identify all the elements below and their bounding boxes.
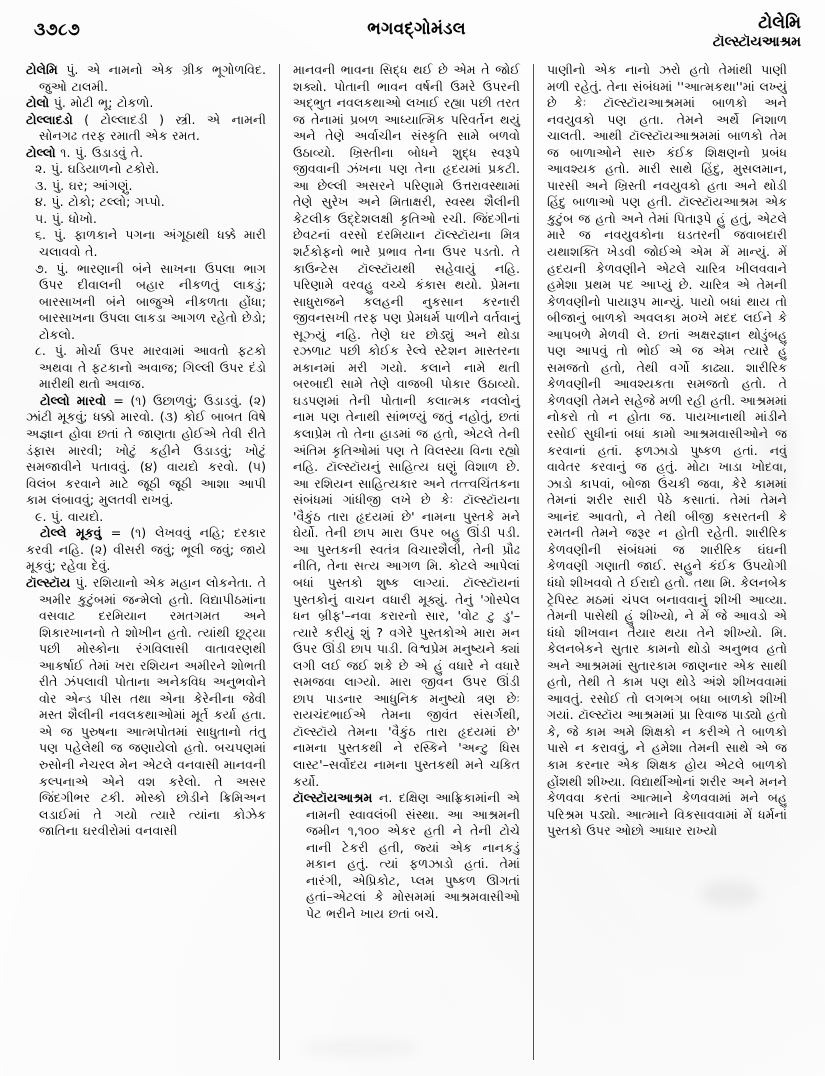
entry-tolladado: ટોલ્લાદડો ( ટોલ્લાદડી ) સ્ત્રી. એ નામની સોનગઢ તરફ રમાતી એક રમત. bbox=[26, 111, 266, 144]
entry-tolstoy-ashram-continued: પાણીનો એક નાનો ઝરો હતો તેમાંથી પાણી મળી રહેતું. તેના સંબંધમાં ''આત્મકથા''માં લખ્યું છે કેઃ ટૉલ્સ્ટૉયઆશ્રમમાં બાળકો અને નવયુવકો પણ હતા. તેમને અર્થે નિશાળ ચાલતી. આથી ટૉલ્સ્ટૉયઆશ્રમમાં બાળકો તેમ જ બાળાઓને સારુ કંઈક શિક્ષણનો પ્રબંધ આવશ્યક હતો. મારી સાથે હિંદુ, મુસલમાન, પારસી અને ખ્રિસ્તી નવયુવકો હતા અને થોડી હિંદુ બાળાઓ પણ હતી. ટૉલ્સ્ટૉયઆશ્રમ એક કુટુંબ જ હતો અને તેમાં પિતારૂપે હું હતું, એટલે મારે જ નવયુવકોના ઘડતરની જવાબદારી યથાશક્તિ ખેડવી જોઈએ એમ મેં માન્યું. મેં હદયની કેળવણીને એટલે ચારિત્ર ખીલવવાને હમેશા પ્રથમ પદ આપ્યું છે. ચારિત્ર એ તેમની કેળવણીનો પાયારૂપ માન્યું. પાયો બધાં થાય તો બીજાનું બાળકો અવલકા મ૦ખે મદદ લઈને કે આપબળે મેળવી લે. છતાં અક્ષરજ્ઞાન થોડુંબહુ પણ આપવું તો ભોઈ એ જ એમ ત્યારે હું સમજતો હતો, તેથી વર્ગો કાઢ્યા. શારીરિક કેળવણીની આવશ્યકતા સમજતો હતો. તે કેળવણી તેમને સહેજે મળી રહી હતી. આશ્રમમાં નોકરો તો ન હોતા જ. પાયખાનાથી માંડીને રસોઈ સુધીનાં બધાં કામો આશ્રમવાસીઓને જ કરવાનાં હતાં. ફળઝાડો પુષ્કળ હતાં. નવું વાવેતર કરવાનું જ હતું. મોટા ખાડા ખોદવા, ઝાડો કાપવાં, બોજા ઉંચકી જવા, કેરે કામમાં તેમનાં શરીર સારી પેઠે કસાતાં. તેમાં તેમને આનંદ આવતો, ને તેથી બીજી કસરતની કે રમતની તેમને જરૂર ન હોતી રહેતી. શારીરિક કેળવણીની સંબંધમાં જ શારીરિક ઘંઘની કેળવણી ગણાતી જાઈ. સહુને કંઈક ઉપયોગી ધંધો શીખવવો તે ઈરાદો હતો. તથા મિ. કેલનબેક ટ્રેપિસ્ટ મઠમાં ચંપલ બનાવવાનું શીખી આવ્યા. તેમની પાસેથી હું શીખ્યો, ને મેં જે આવડો એ ધંધો શીખવાન તૈયાર થયા તેને શીખ્યો. મિ. કેલનબેકને સુતાર કામનો થોડો અનુભવ હતો અને આશ્રમમાં સુતારકામ જાણનાર એક સાથી હતો, તેથી તે કામ પણ થોડે અંશે શીખવવામાં આવતું. રસોઈ તો લગભગ બધા બાળકો શીખી ગયાં. ટૉલ્સ્ટૉય આશ્રમમાં પ્રા રિવાજ પાડ્યો હતો કે, જે કામ અમે શિક્ષકો ન કરીએ તે બાળકો પાસે ન કરાવવું, ને હમેશા તેમની સાથે એ જ કામ કરનાર એક શિક્ષક હોય એટલે બાળકો હોંશથી શીખ્યા. વિદ્યાર્થીઓનાં શરીર અને મનને કેળવવા કરતાં આત્માને કેળવવામાં મને બહુ પરિશ્રમ પડ્યો. આત્માને વિકસાવવામાં મેં ધર્મનાં પુસ્તકો ઉપર ઓછો આધાર રાખ્યો bbox=[547, 62, 787, 839]
catchword-secondary: ટૉલ્સ્ટૉયઆશ્રમ bbox=[712, 33, 801, 50]
phrase-tollo-maravo: ટોલ્લો મારવો = (૧) ઉછાળવું; ઉડાડવું. (૨) ઝાંટી મૂકવું; ધક્કો મારવો. (૩) કોઈ બાબત વિષે અજ્ઞાન હોવા છતાં તે જાણતા હોઈએ તેવી રીતે ડંફાસ મારવી; ખોટું કહીને ઉડાડવું; ખોટું સમજાવીને પતાવવું. (૪) વાયદો કરવો. (૫) વિલંબ કરવાને માટે જૂઠી જૂઠી આશા આપી કામ લંબાવવું; મુલતવી રાખવું. bbox=[26, 392, 267, 508]
sense-5: ૫. પું. ધોખો. bbox=[35, 210, 97, 226]
entry-tolo: ટોલો પું. મોટી ભૂ; ટોકળો. bbox=[26, 95, 154, 111]
sense-3: ૩. પું. ઘર; આંગણું. bbox=[35, 177, 133, 193]
page-number: ૩૭૮૭ bbox=[34, 20, 81, 40]
phrase-tolle-mukavu: ટોલ્લે મૂકવું = (૧) લેખવવું નહિ; દરકાર કરવી નહિ. (૨) વીસરી જવું; ભૂલી જવું; જાયે મૂકવું; રહેવા દેવું. bbox=[26, 525, 266, 574]
catchword-group bbox=[713, 14, 801, 50]
running-head bbox=[26, 14, 807, 60]
entry-tolstoy-continued: માનવની ભાવના સિદ્ધ થઈ છે એમ તે જોઈ શક્યો. પોતાની ભાવન વર્ષની ઉમરે ઉપરની અદ્ભુત નવલકથાઓ લખાઈ રહ્યા પછી તરત જ તેનામાં પ્રબળ આધ્યાત્મિક પરિવર્તન થયું અને તેણે અર્વાચીન સંસ્કૃતિ સામે બળવો ઉઠાવ્યો. ખ્રિસ્તીના બોધને શુદ્ધ સ્વરૂપે જીવવાની ઝંખના પણ તેના હૃદયમાં પ્રકટી. આ છેલ્લી અસરને પરિણામે ઉત્તરાવસ્થામાં તેણે સુરેખ અને મિતાક્ષરી, સ્વસ્થ શૈલીની કેટલીક ઉદ્દેશલક્ષી કૃતિઓ રચી. જિંદગીનાં છેવટનાં વરસો દરમિયાન ટૉલ્સ્ટૉયના મિત્ર શર્ટકોફનો ભારે પ્રભાવ તેના ઉપર પડતો. તે કાઉન્ટેસ ટૉલ્સ્ટૉયથી સહેવાયું નહિ. પરિણામે વરવહુ વચ્ચે કંકાસ થયો. પ્રેમના સાધુરાજને કલહની નુકસાન કરનારી જીવનસખી તરફ પણ પ્રેમધર્મ પાળીને વર્તવાનું સૂઝ્યું નહિ. તેણે ઘર છોડ્યું અને થોડા રઝળાટ પછી કોઈક રેલ્વે સ્ટેશન માસ્તરના મકાનમાં મરી ગયો. કલાને નામે થતી બરબાદી સામે તેણે વાજબી પોકાર ઉઠાવ્યો. ઘડપણમાં તેની પોતાની કલાત્મક નવલોનું નામ પણ તેનાથી સાંભળ્યું જતું નહોતું, છતાં કલાપ્રેમ તો તેના હાડમાં જ હતો, એટલે તેની અંતિમ કૃતિઓમાં પણ તે વિલસ્યા વિના રહ્યો નહિ. ટૉલ્સ્ટૉયનું સાહિત્ય ઘણું વિશાળ છે. આ રશિયન સાહિત્યકાર અને તત્ત્વચિંતકના સંબંધમાં ગાંધીજી લખે છે કેઃ ટૉલ્સ્ટૉયના 'વૈકુંઠ તારા હૃદયમાં છે' નામના પુસ્તકે મને ઘેર્યો. તેની છાપ મારા ઉપર બહુ ઊંડી પડી. આ પુસ્તકની સ્વતંત્ર વિચારશૈલી, તેની પ્રૌઢ નીતિ, તેના સત્ય આગળ મિ. કોટલે આપેલાં બધાં પુસ્તકો શુષ્ક લાગ્યાં. ટૉલ્સ્ટૉયનાં પુસ્તકોનું વાચન વધારી મૂક્યું. તેનું 'ગોસ્પેલ ધન બ્રીફ'–નવા કરારનો સાર, 'વોટ ટુ ડુ'–ત્યારે કરીયું શું ? વગેરે પુસ્તકોએ મારા મન ઉપર ઊંડી છાપ પાડી. વિશ્વપ્રેમ મનુષ્યને ક્યાં લગી લઈ જઈ શકે છે એ હું વધારે ને વધારે સમજવા લાગ્યો. મારા જીવન ઉપર ઊંડી છાપ પાડનાર આધુનિક મનુષ્યો ત્રણ છેઃ રાયચંદભાઈએ તેમના જીવંત સંસર્ગથી, ટૉલ્સ્ટૉયે તેમના 'વૈકુંઠ તારા હૃદયમાં છે' નામના પુસ્તકથી ને રસ્કિને 'અન્ટુ ધિસ લાસ્ટ'–સર્વોદય નામના પુસ્તકથી મને ચકિત કર્યો. bbox=[293, 62, 520, 789]
catchword-primary: ટોલેમિ bbox=[758, 13, 801, 33]
column-3 bbox=[534, 62, 787, 1064]
entry-tolemi: ટોલેમિ પું. એ નામનો એક ગ્રીક ભૂગોળવિદ. જુઓ ટાલમી. bbox=[26, 62, 266, 94]
text-columns bbox=[26, 62, 806, 1064]
entry-tolstoy-ashram: ટૉલ્સ્ટૉયઆશ્રમ ન. દક્ષિણ આફ્રિકામાંની એ નામની સ્વાવલંબી સંસ્થા. આ આશ્રમની જમીન ૧,૧૦૦ એકર હતી ને તેની ટોચે નાની ટેકરી હતી, જ્યાં એક નાનકડું મકાન હતું. ત્યાં ફળઝાડો હતાં. તેમાં નારંગી, એપ્રિકોટ, પ્લમ પુષ્કળ ઊગતાં હતાં–એટલાં કે મોસમમાં આશ્રમવાસીઓ પેટ ભરીને ખાય છતાં બચે. bbox=[293, 790, 520, 921]
sense-6: ૬. પું. ફાળકાને પગના અંગૂઠાથી ધક્કે મારી ચલાવવો તે. bbox=[35, 227, 266, 260]
sense-4: ૪. પું. ટોકો; ટલ્લો; ગપ્પો. bbox=[35, 194, 165, 210]
entry-tollo: ટોલ્લો ૧. પું. ઉડાડવું તે. bbox=[26, 144, 144, 160]
book-title: ભગવદ્ગોમંડલ bbox=[367, 19, 466, 39]
sense-9: ૯. પું. વાયદો. bbox=[35, 508, 104, 524]
column-2 bbox=[280, 62, 533, 1064]
sense-8: ૮. પું. મોર્ચા ઉપર મારવામાં આવતો ફટકો અથવા તે ફટકાનો અવાજ; ગિલ્લી ઉપર દંડો મારીથી થતો અવાજ. bbox=[35, 343, 266, 392]
entry-tolstoy: ટૉલ્સ્ટૉય પું. રશિયાનો એક મહાન લોકનેતા. તે અમીર કુટુંબમાં જન્મેલો હતો. વિદ્યાપીઠમાંના વસવાટ દરમિયાન રમતગમત અને શિકારખાનનો તે શોખીન હતો. ત્યાંથી છૂટ્યા પછી મોસ્કોના રંગવિલાસી વાતાવરણથી આકર્ષાઈ તેમાં ખરા રશિયન અમીરને શોભતી રીતે ઝંપલાવી પોતાના અનેકવિધ અનુભવોને વોર એન્ડ પીસ તથા એના કેરેનીના જેવી મસ્ત શૈલીની નવલકથાઓમાં મૂર્ત કર્યા હતા. એ જ પુરુષના આત્મપોતમાં સાધુતાનો તંતુ પણ પહેલેથી જ જણાયેલો હતો. બચપણમાં રુસોની નેચરલ મેન એટલે વનવાસી માનવની કલ્પનાએ એને વશ કરેલો. તે અસર જિંદગીભર ટકી. મોસ્કો છોડીને ક્રિમિઅન લડાઈમાં તે ગયો ત્યારે ત્યાંના કોઝેક જાતિના ઘરવીરોમાં વનવાસી bbox=[26, 574, 266, 839]
sense-2: ૨. પું. ઘડિયાળનો ટકોરો. bbox=[35, 161, 160, 177]
sense-7: ૭. પું. ભારણાની બંને સાખના ઉપલા ભાગ ઉપર દીવાલની બહાર નીકળતું લાકડું; બારસાખની બંને બાજુએ નીકળતા હોંધા; બારસાખના ઉપલા લાકડા આગળ રહેતો છેડો; ટોકલો. bbox=[35, 260, 266, 342]
column-1 bbox=[26, 62, 279, 1064]
